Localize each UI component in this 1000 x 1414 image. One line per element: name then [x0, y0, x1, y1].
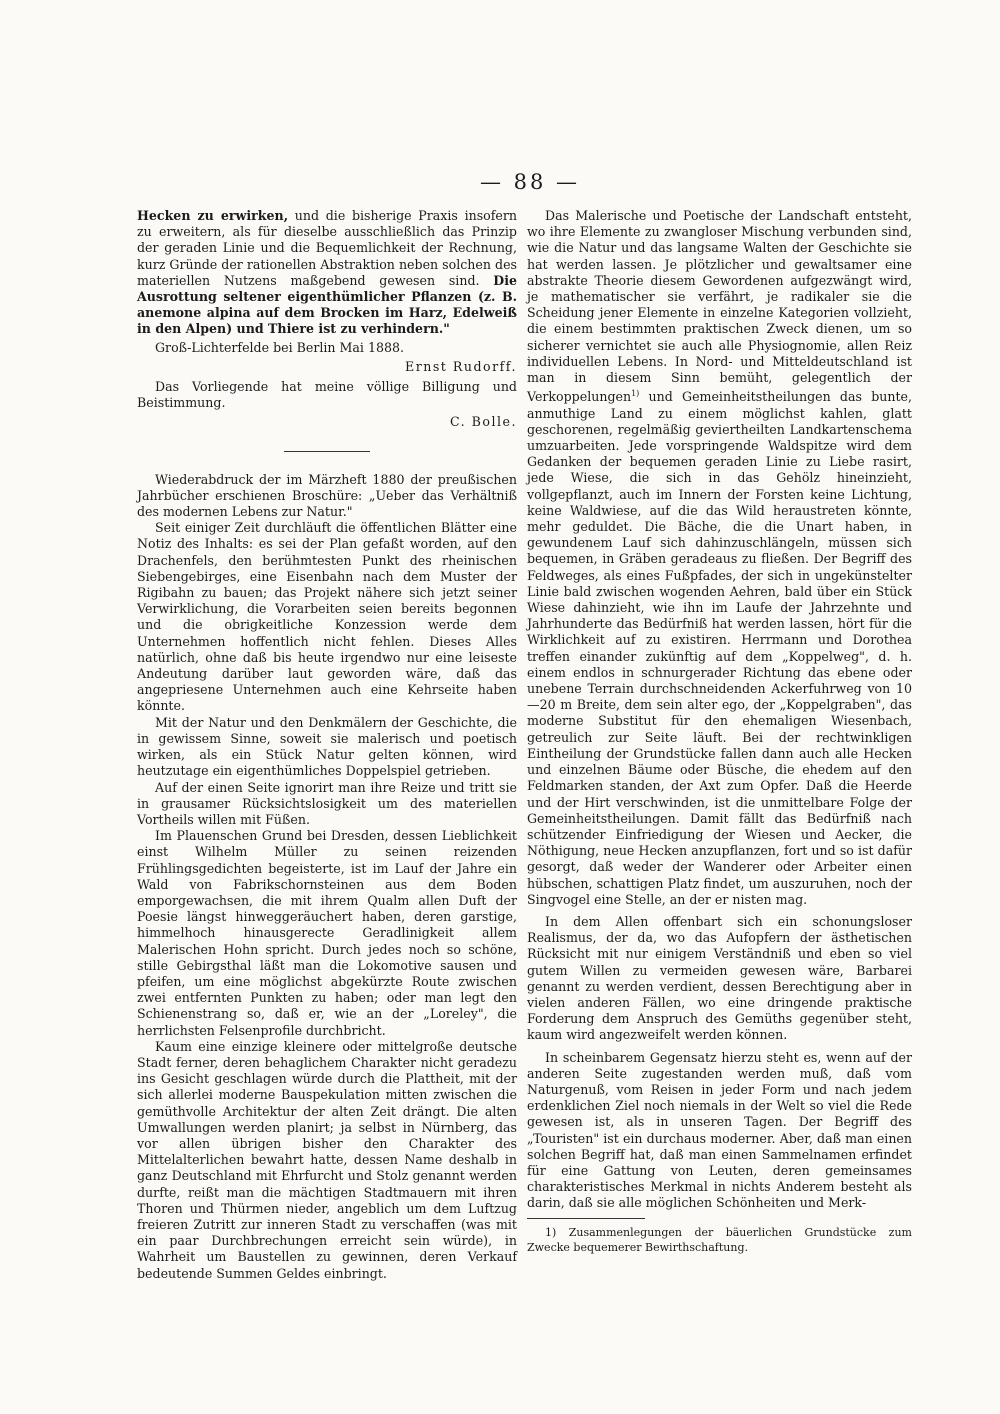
footnote-divider	[527, 1218, 645, 1219]
paragraph: Im Plauenschen Grund bei Dresden, dessen Lieblichkeit einst Wilhelm Müller zu seinen reizenden Frühlingsgedichten begeisterte, ist im Lauf der Jahre ein Wald von Fabrikschornsteinen aus dem Boden emporgewachsen, die mit ihrem Qualm allen Duft der Poesie längst hinweggeräuchert haben, deren garstige, himmelhoch hinausgerecte Geradlinigkeit allem Malerischen Hohn spricht. Durch jedes noch so schöne, stille Gebirgsthal läßt man die Lokomotive sausen und pfeifen, um eine möglichst abgekürzte Route zwischen zwei entfernten Punkten zu haben; oder man legt den Schienenstrang so, daß er, wie an der „Loreley", die herrlichsten Felsenprofile durchbricht.	[137, 828, 517, 1038]
paragraph: Auf der einen Seite ignorirt man ihre Reize und tritt sie in grausamer Rücksichtslosigkeit um des materiellen Vortheils willen mit Füßen.	[137, 779, 517, 827]
body-text: und die bisherige Praxis insofern zu erweitern, als für dieselbe ausschließlich das Prinzip der geraden Linie und die Bequemlichkeit der Rechnung, kurz Gründe der rationellen Abstraktion neben solchen des materiellen Nutzens maßgebend gewesen sind.	[137, 208, 517, 288]
paragraph: Kaum eine einzige kleinere oder mittelgroße deutsche Stadt ferner, deren behaglichem Charakter nicht geradezu ins Gesicht geschlagen würde durch die Plattheit, mit der sich allerlei moderne Bauspekulation mitten zwischen die gemüthvolle Architektur der alten Zeit drängt. Die alten Umwallungen werden planirt; ja selbst in Nürnberg, das vor allen übrigen bisher den Charakter des Mittelalterlichen bewahrt hatte, dessen Name deshalb in ganz Deutschland mit Ehrfurcht und Stolz genannt werden durfte, reißt man die mächtigen Stadtmauern mit ihren Thoren und Thürmen nieder, angeblich um dem Luftzug freieren Zutritt zur inneren Stadt zu verschaffen (was mit ein paar Durchbrechungen erreicht sein würde), in Wahrheit um Baustellen zu gewinnen, deren Verkauf bedeutende Summen Geldes einbringt.	[137, 1038, 517, 1281]
left-column	[137, 208, 517, 1282]
paragraph	[527, 208, 912, 908]
page-number: — 88 —	[479, 170, 581, 194]
place-date: Groß-Lichterfelde bei Berlin Mai 1888.	[155, 339, 405, 355]
bold-text: Die Ausrottung seltener eigenthümlicher Pflanzen (z. B. anemone alpina auf dem Brocken im Harz, Edelweiß in den Alpen) und Thiere ist zu verhindern."	[137, 272, 517, 337]
footnote-marker: 1)	[631, 389, 640, 399]
bold-text: Hecken zu erwirken,	[137, 208, 289, 223]
signature-bolle: C. Bolle.	[449, 414, 517, 430]
paragraph: Mit der Natur und den Denkmälern der Geschichte, die in gewissem Sinne, soweit sie malerisch und poetisch wirken, als ein Stück Natur gelten können, wird heutzutage ein eigenthümliches Doppelspiel getrieben.	[137, 714, 517, 779]
footnote: 1) Zusammenlegungen der bäuerlichen Grundstücke zum Zwecke bequemerer Bewirthschaftung.	[527, 1225, 912, 1254]
continued-paragraph	[137, 208, 517, 338]
section-divider	[284, 451, 370, 452]
approval-paragraph: Das Vorliegende hat meine völlige Billigung und Beistimmung.	[137, 379, 517, 411]
paragraph: In dem Allen offenbart sich ein schonungsloser Realismus, der da, wo das Aufopfern der ästhetischen Rücksicht mit nur einigem Verständniß und eben so viel gutem Willen zu vermeiden gewesen wäre, Barbarei genannt zu werden verdient, dessen Berechtigung aber in vielen anderen Fällen, wo eine dringende praktische Forderung dem Anspruch des Gemüths gegenüber steht, kaum wird angezweifelt werden können.	[527, 913, 912, 1043]
paragraph: Seit einiger Zeit durchläuft die öffentlichen Blätter eine Notiz des Inhalts: es sei der Plan gefaßt worden, auf den Drachenfels, den berühmtesten Punkt des rheinischen Siebengebirges, eine Eisenbahn nach dem Muster der Rigibahn zu bauen; das Projekt nähere sich jetzt seiner Verwirklichung, die Vorarbeiten seien bereits begonnen und die obrigkeitliche Konzession werde dem Unternehmen hoffentlich nicht fehlen. Dieses Alles natürlich, ohne daß bis heute irgendwo nur eine leiseste Andeutung darüber laut geworden wäre, daß das angepriesene Unternehmen auch eine Kehrseite haben könnte.	[137, 520, 517, 714]
right-column	[527, 208, 912, 1255]
body-text: und Gemeinheitstheilungen das bunte, anmuthige Land zu einem möglichst kahlen, glatt geschorenen, regelmäßig geviertheilten Landkartenschema umzuarbeiten. Jede vorspringende Waldspitze wird dem Gedanken der bequemen geraden Linie zu Liebe rasirt, jede Wiese, die sich in das Gehölz hineinzieht, vollgepflanzt, auch im Innern der Forsten keine Lichtung, keine Waldwiese, auf die das Wild heraustreten könnte, mehr geduldet. Die Bäche, die die Unart haben, in gewundenem Lauf sich dahinzuschlängeln, müssen sich bequemen, in Gräben geradeaus zu fließen. Der Begriff des Feldweges, als eines Fußpfades, der sich in ungekünstelter Linie bald zwischen wogenden Aehren, bald über ein Stück Wiese dahinzieht, wie ihn im Laufe der Jahrzehnte und Jahrhunderte das Bedürfniß hat werden lassen, hört für die Wirklichkeit auf zu existiren. Herrmann und Dorothea treffen einander zukünftig auf dem „Koppelweg", d. h. einem endlos in schnurgerader Richtung das ebene oder unebene Terrain durchschneidenden Ackerfuhrweg von 10—20 m Breite, dem sein alter ego, der „Koppelgraben", das moderne Substitut für den ehemaligen Wiesenbach, getreulich zur Seite läuft. Bei der rechtwinkligen Eintheilung der Grundstücke fallen dann auch alle Hecken und einzelnen Bäume oder Büsche, die ehedem auf den Feldmarken standen, der Axt zum Opfer. Daß die Heerde und der Hirt verschwinden, ist die unmittelbare Folge der Gemeinheitstheilungen. Damit fällt das Bedürfniß nach schützender Einfriedigung der Wiesen und Aecker, die Nöthigung, neue Hecken anzupflanzen, fort und so ist dafür gesorgt, daß weder der Wanderer oder Arbeiter einen hübschen, schattigen Platz findet, um auszuruhen, noch der Singvogel eine Stelle, an der er nisten mag.	[527, 389, 912, 907]
reprint-note: Wiederabdruck der im Märzheft 1880 der preußischen Jahrbücher erschienen Broschüre: „Ueber das Verhältniß des modernen Lebens zur Natur."	[137, 471, 517, 520]
paragraph: In scheinbarem Gegensatz hierzu steht es, wenn auf der anderen Seite zugestanden werden muß, daß vom Naturgenuß, vom Reisen in jeder Form und nach jedem erdenklichen Ziel noch niemals in der Welt so viel die Rede gewesen ist, als in unseren Tagen. Der Begriff des „Touristen" ist ein durchaus moderner. Aber, daß man einen solchen Begriff hat, daß man einen Sammelnamen erfindet für eine Gattung von Leuten, deren gemeinsames charakteristisches Merkmal in nichts Anderem besteht als darin, daß sie alle möglichen Schönheiten und Merk-	[527, 1049, 912, 1211]
body-text: Das Malerische und Poetische der Landschaft entsteht, wo ihre Elemente zu zwangloser Mischung verbunden sind, wie die Natur und das langsame Walten der Geschichte sie hat werden lassen. Je plötzlicher und gewaltsamer eine abstrakte Theorie diesem Gewordenen aufgezwängt wird, je mathematischer sie verfährt, je radikaler sie die Scheidung jener Elemente in einzelne Kategorien vollzieht, die einem bestimmten praktischen Zweck dienen, um so sicherer vernichtet sie auch alle Physiognomie, allen Reiz individuellen Lebens. In Nord- und Mitteldeutschland ist man in diesem Sinn bemüht, gelegentlich der Verkoppelungen	[527, 208, 912, 405]
signature-rudorff: Ernst Rudorff.	[405, 358, 517, 374]
